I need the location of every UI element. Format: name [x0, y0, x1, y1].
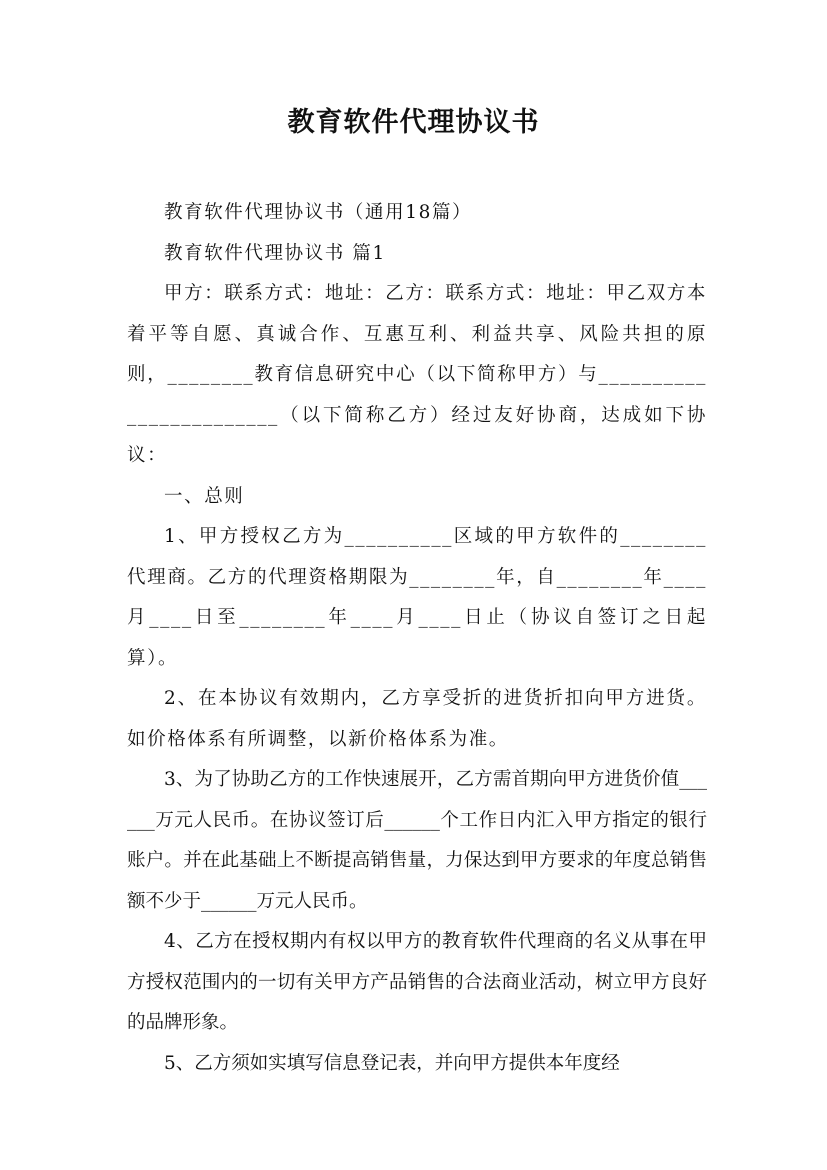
- paragraph-section-heading: 教育软件代理协议书 篇1: [164, 242, 386, 264]
- paragraph-general-heading: 一、总则: [164, 485, 245, 507]
- paragraph-clause-2: 2、在本协议有效期内，乙方享受折的进货折扣向甲方进货。如价格体系有所调整，以新价格体系为准。: [127, 688, 707, 750]
- paragraph-clause-1: 1、甲方授权乙方为__________区域的甲方软件的________代理商。乙方的代理资格期限为________年，自________年____月____日至________年____月____日止（协议自签订之日起算）。: [127, 526, 707, 669]
- document-title: 教育软件代理协议书: [287, 107, 540, 138]
- paragraph-clause-4: 4、乙方在授权期内有权以甲方的教育软件代理商的名义从事在甲方授权范围内的一切有关甲方产品销售的合法商业活动，树立甲方良好的品牌形象。: [127, 931, 707, 1033]
- paragraph-clause-3: 3、为了协助乙方的工作快速展开，乙方需首期向甲方进货价值______万元人民币。在协议签订后______个工作日内汇入甲方指定的银行账户。并在此基础上不断提高销售量，力保达到甲方要求的年度总销售额不少于______万元人民币。: [127, 769, 707, 912]
- paragraph-parties: 甲方：联系方式：地址：乙方：联系方式：地址：甲乙双方本着平等自愿、真诚合作、互惠互利、利益共享、风险共担的原则，________教育信息研究中心（以下简称甲方）与________________________（以下简称乙方）经过友好协商，达成如下协议：: [127, 283, 707, 466]
- document-body: [127, 193, 707, 1084]
- paragraph-clause-5: 5、乙方须如实填写信息登记表，并向甲方提供本年度经: [164, 1052, 620, 1074]
- paragraph-subtitle: 教育软件代理协议书（通用18篇）: [164, 202, 473, 223]
